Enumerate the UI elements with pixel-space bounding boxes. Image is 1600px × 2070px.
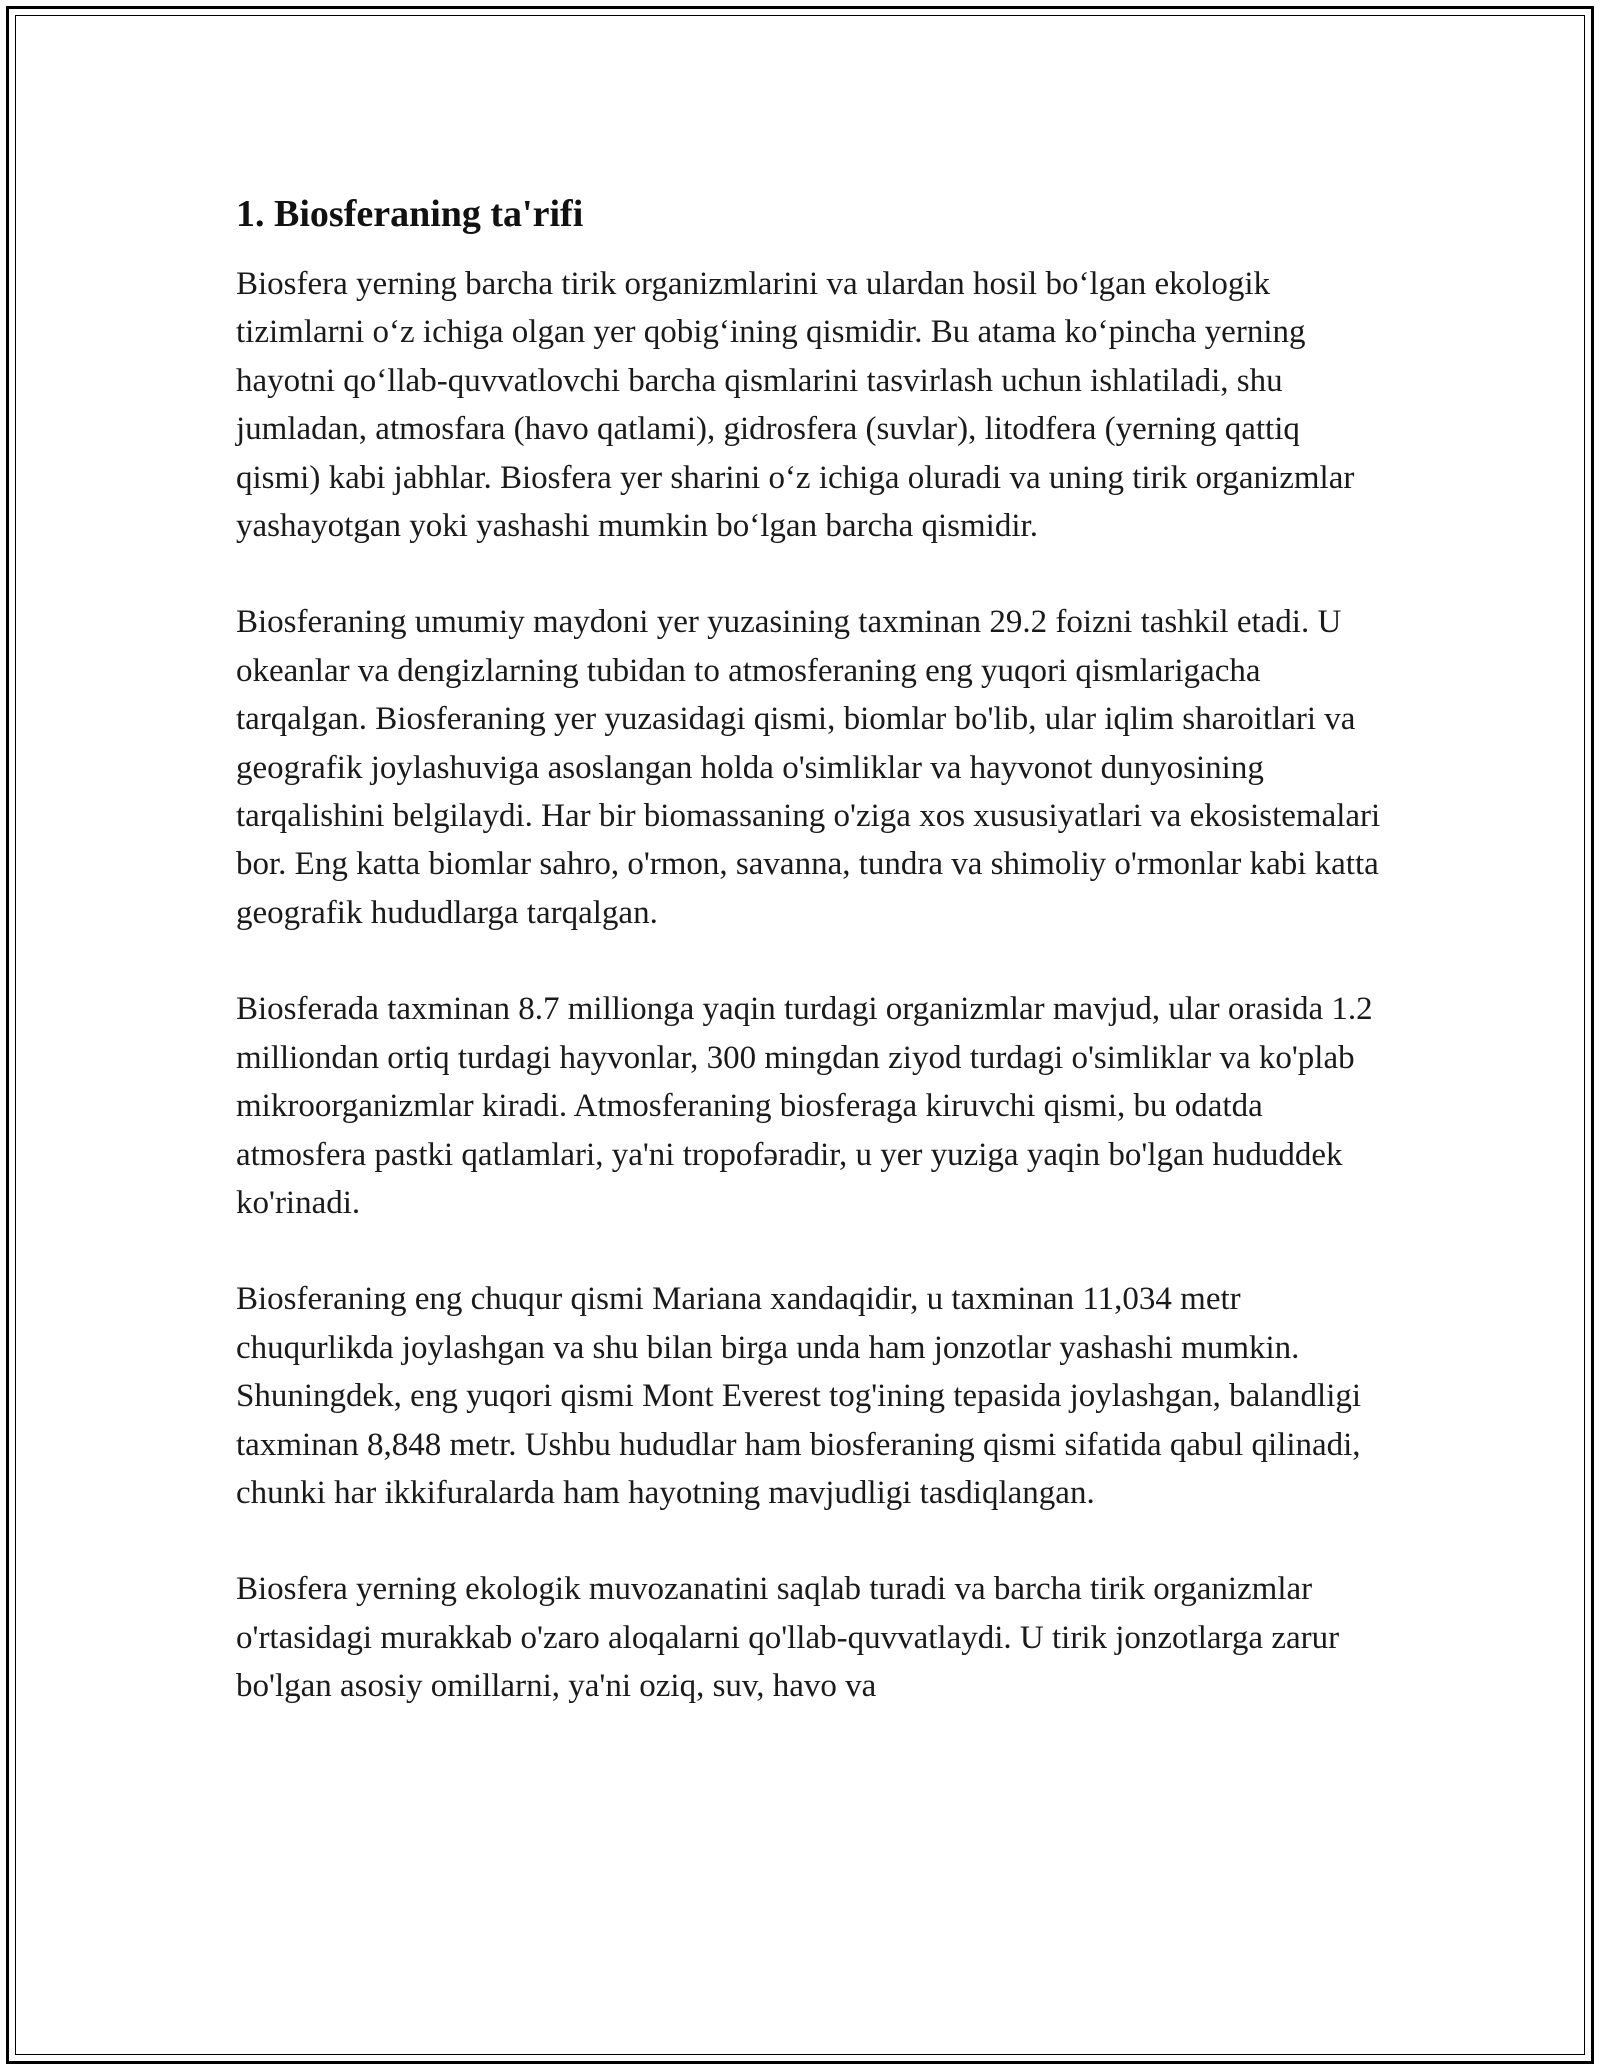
paragraph-extremes: Biosferaning eng chuqur qismi Mariana xandaqidir, u taxminan 11,034 metr chuqurlikda joylashgan va shu bilan birga unda ham jonzotlar yashashi mumkin. Shuningdek, eng yuqori qismi Mont Everest tog'ining tepasida joylashgan, balandligi taxminan 8,848 metr. Ushbu hududlar ham biosferaning qismi sifatida qabul qilinadi, chunki har ikkifuralarda ham hayotning mavjudligi tasdiqlangan.	[236, 1281, 1362, 1511]
paragraph-definition: Biosfera yerning barcha tirik organizmlarini va ulardan hosil bo‘lgan ekologik tizimlarni o‘z ichiga olgan yer qobig‘ining qismidir. Bu atama ko‘pincha yerning hayotni qo‘llab-quvvatlovchi barcha qismlarini tasvirlash uchun ishlatiladi, shu jumladan, atmosfara (havo qatlami), gidrosfera (suvlar), litodfera (yerning qattiq qismi) kabi jabhlar. Biosfera yer sharini o‘z ichiga oluradi va uning tirik organizmlar yashayotgan yoki yashashi mumkin bo‘lgan barcha qismidir.	[236, 266, 1355, 545]
paragraph-species: Biosferada taxminan 8.7 millionga yaqin turdagi organizmlar mavjud, ular orasida 1.2 milliondan ortiq turdagi hayvonlar, 300 mingdan ziyod turdagi o'simliklar va ko'plab mikroorganizmlar kiradi. Atmosferaning biosferaga kiruvchi qismi, bu odatda atmosfera pastki qatlamlari, ya'ni tropofəradir, u yer yuziga yaqin bo'lgan hududdek ko'rinadi.	[236, 991, 1373, 1221]
document-body	[236, 188, 1386, 1759]
section-heading: 1. Biosferaning ta'rifi	[236, 193, 584, 235]
paragraph-area: Biosferaning umumiy maydoni yer yuzasining taxminan 29.2 foizni tashkil etadi. U okeanlar va dengizlarning tubidan to atmosferaning eng yuqori qismlarigacha tarqalgan. Biosferaning yer yuzasidagi qismi, biomlar bo'lib, ular iqlim sharoitlari va geografik joylashuviga asoslangan holda o'simliklar va hayvonot dunyosining tarqalishini belgilaydi. Har bir biomassaning o'ziga xos xususiyatlari va ekosistemalari bor. Eng katta biomlar sahro, o'rmon, savanna, tundra va shimoliy o'rmonlar kabi katta geografik hududlarga tarqalgan.	[236, 604, 1381, 931]
paragraph-balance: Biosfera yerning ekologik muvozanatini saqlab turadi va barcha tirik organizmlar o'rtasidagi murakkab o'zaro aloqalarni qo'llab-quvvatlaydi. U tirik jonzotlarga zarur bo'lgan asosiy omillarni, ya'ni oziq, suv, havo va	[236, 1571, 1340, 1705]
